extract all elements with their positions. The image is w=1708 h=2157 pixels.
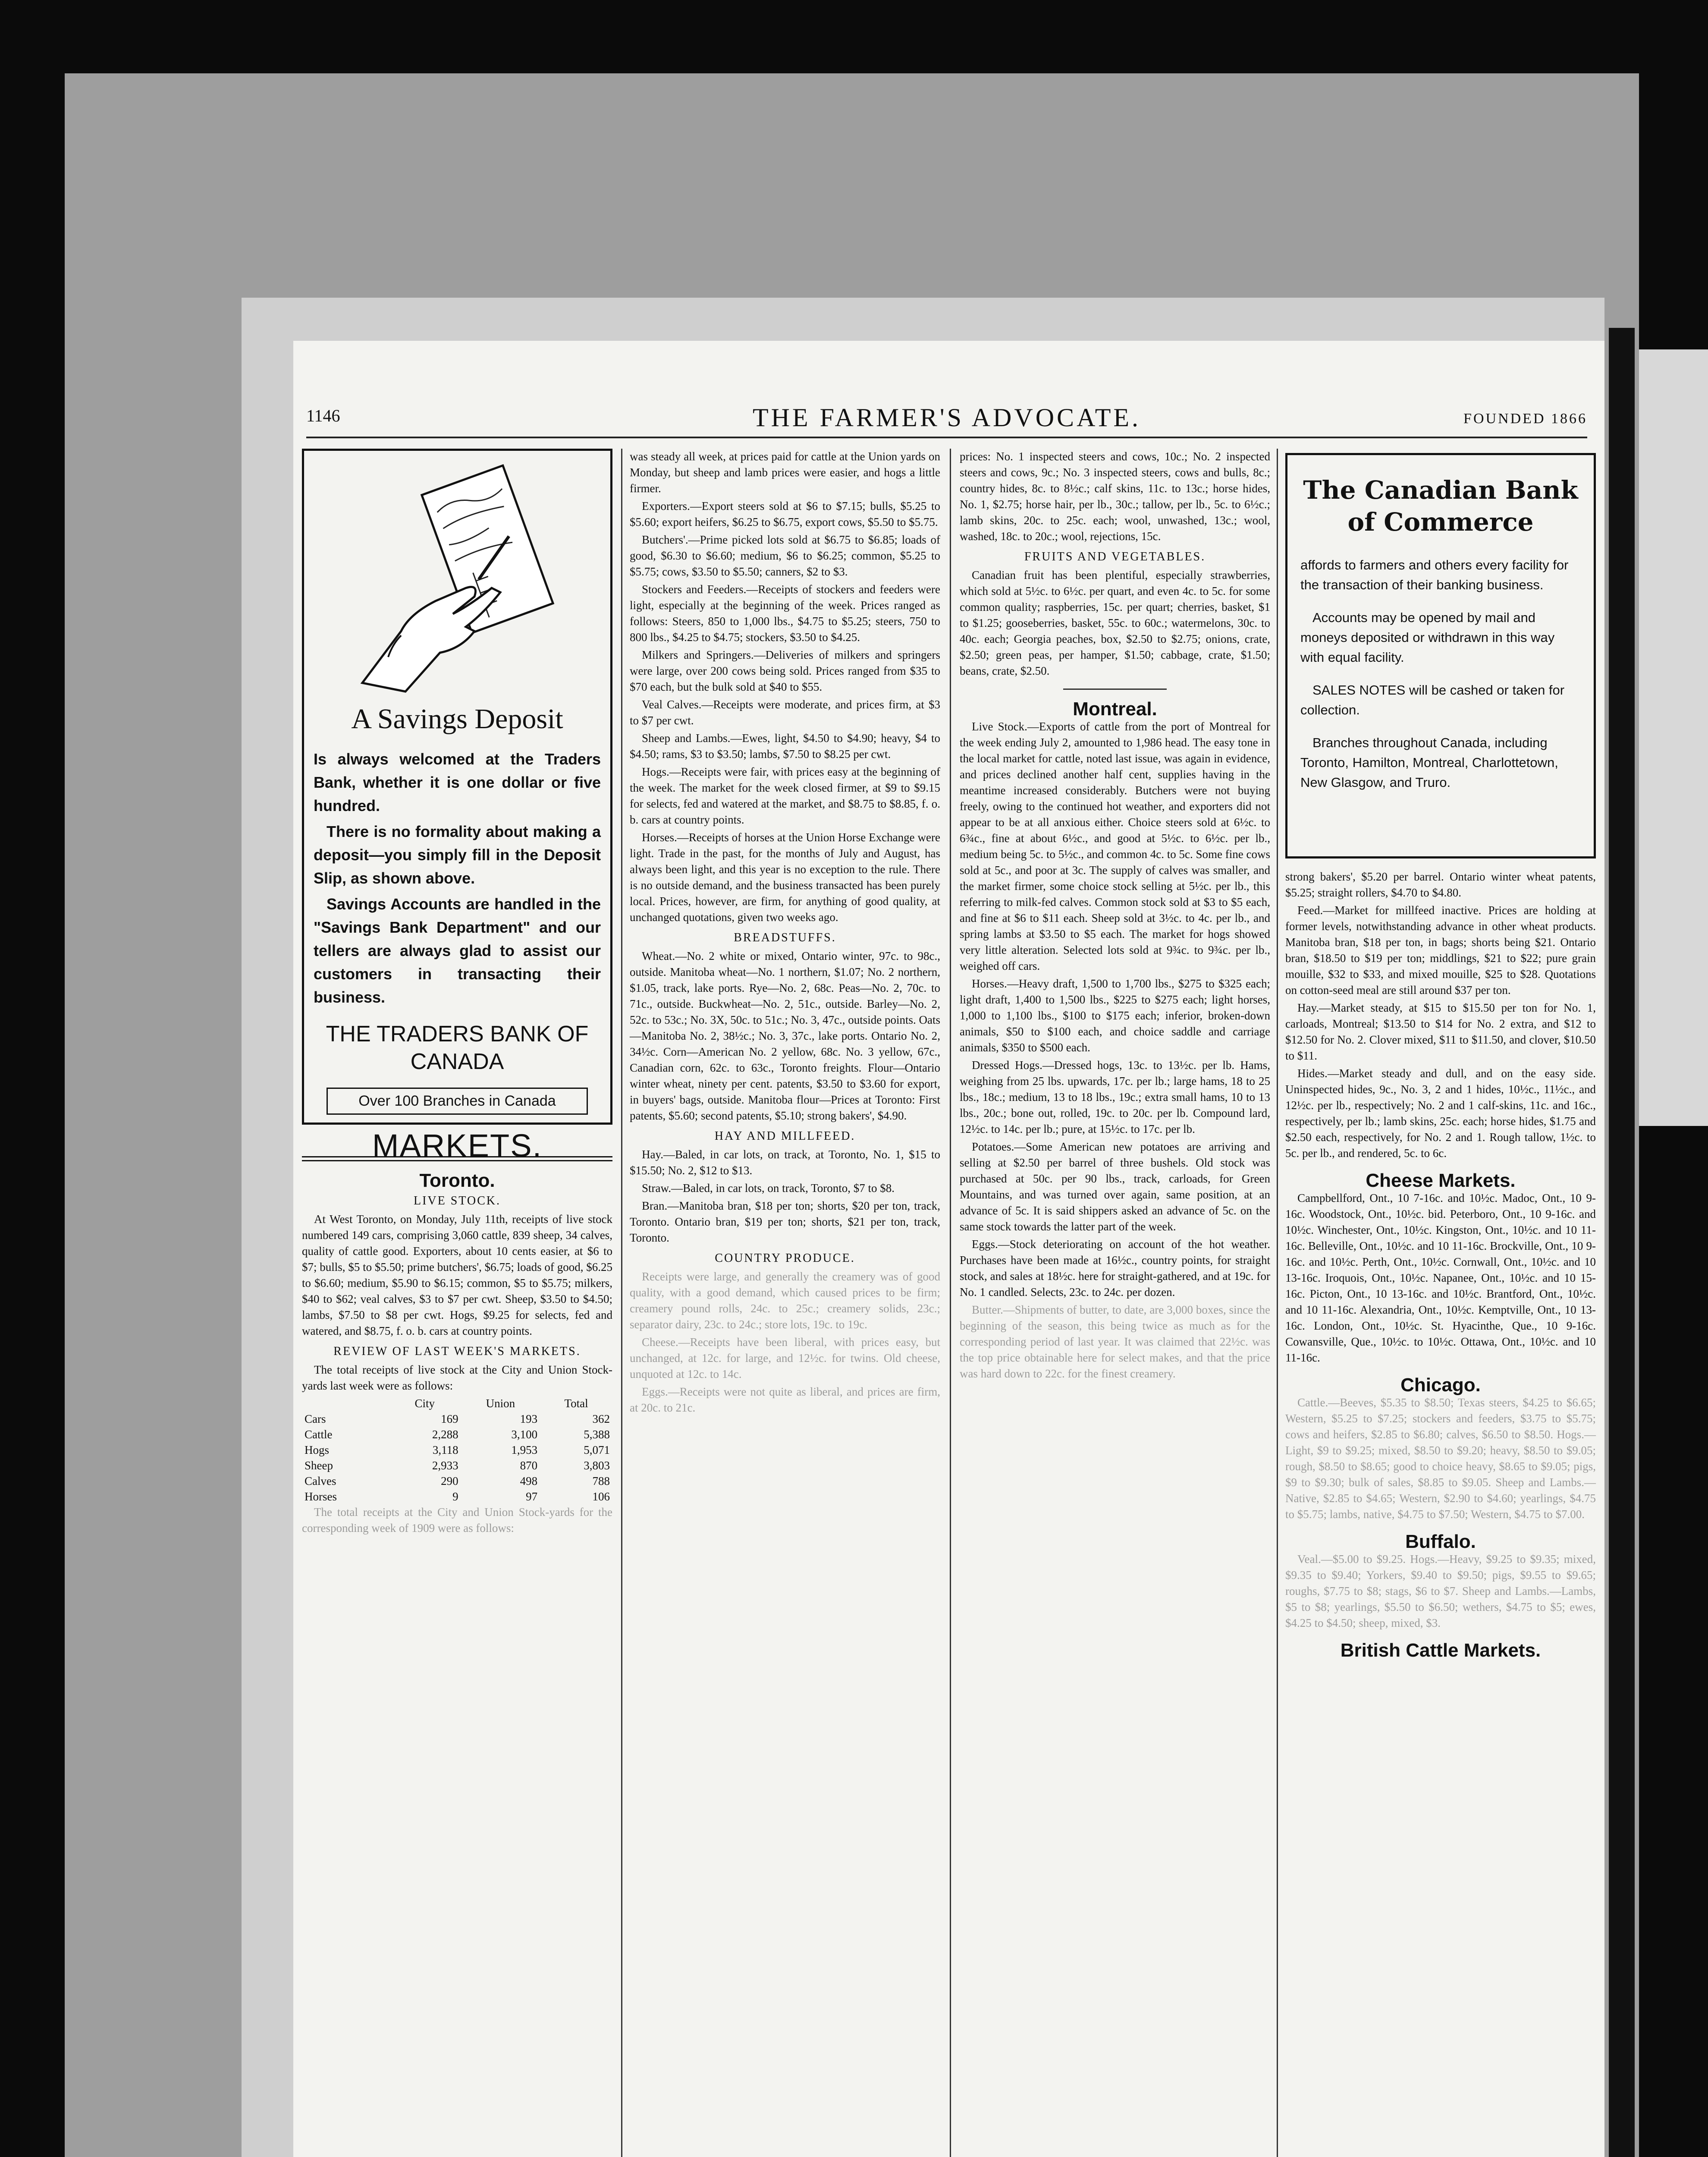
table-row [302, 1489, 612, 1504]
founded-line: FOUNDED 1866 [1463, 411, 1587, 427]
table-cell: Cars [305, 1412, 326, 1425]
table-cell: 290 [441, 1475, 458, 1487]
paragraph: Straw.—Baled, in car lots, on track, Toronto, $7 to $8. [642, 1182, 895, 1195]
table-cell: Horses [305, 1490, 337, 1503]
paragraph: Veal.—$5.00 to $9.25. Hogs.—Heavy, $9.25 to $9.35; mixed, $9.35 to $9.40; Yorkers, $9.40 to $9.50; pigs, $9.55 to $9.65; roughs, $7.75 to $8; stags, $6 to $7. Sheep and Lambs.—Lambs, $5 to $8; yearlings, $5.50 to $6.50; wethers, $4.75 to $5; ewes, $4.25 to $4.50; sheep, mixed, $3. [1285, 1553, 1596, 1629]
paragraph: Horses.—Heavy draft, 1,500 to 1,700 lbs., $275 to $325 each; light draft, 1,400 to 1,500 lbs., $225 to $275 each; light horses, 1,000 to 1,100 lbs., $100 to $175 each; inferior, broken-down animals, $50 to $100 each, and choice saddle and carriage animals, $350 to $500 each. [960, 977, 1270, 1054]
table-row [302, 1458, 612, 1473]
table-cell: 5,388 [584, 1428, 610, 1441]
buffalo-heading: Buffalo. [1405, 1531, 1476, 1552]
table-cell: 97 [526, 1490, 538, 1503]
table-cell: 5,071 [584, 1443, 610, 1456]
table2-intro: The total receipts at the City and Union Stock-yards for the corresponding week of 1909 were as follows: [302, 1506, 612, 1534]
ad-title: A Savings Deposit [351, 703, 563, 735]
review-intro: The total receipts of live stock at the City and Union Stock-yards last week were as follows: [302, 1363, 612, 1392]
paragraph: Campbellford, Ont., 10 7-16c. and 10½c. Madoc, Ont., 10 9-16c. Woodstock, Ont., 10½c. bid. Peterboro, Ont., 10 9-16c. and 10½c. Winchester, Ont., 10½c. Kingston, Ont., 10½c. and 10 11-16c. Belleville, Ont., 10½c. and 10 11-16c. Brockville, Ont., 10 9-16c. and 10½c. Perth, Ont., 10½c. Cornwall, Ont., 10½c. and 10 13-16c. Iroquois, Ont., 10½c. Napanee, Ont., 10½c. and 10 15-16c. Picton, Ont., 10 13-16c. and 10½c. Brantford, Ont., 10½c. and 10 11-16c. Alexandria, Ont., 10½c. Kemptville, Ont., 10 13-16c. London, Ont., 10½c. St. Hyacinthe, Que., 10 9-16c. Cowansville, Que., 10½c. to 10½c. Ottawa, Ont., 10½c. and 10 11-16c. [1285, 1192, 1596, 1364]
column-header: Total [564, 1397, 588, 1410]
table-row [302, 1473, 612, 1489]
page-number: 1146 [306, 406, 340, 425]
live-stock-subheading: LIVE STOCK. [413, 1194, 501, 1207]
table-cell: Cattle [305, 1428, 333, 1441]
paragraph: Feed.—Market for millfeed inactive. Prices are holding at former levels, notwithstanding advance in other wheat products. Manitoba bran, $18 per ton, in bags; shorts being $21. Ontario bran, $18.50 to $19 per ton; middlings, $21 to $22; pure grain mouille, $32 to $33, and mixed mouille, $25 to $28. Quotations on cotton-seed meal are still around $37 per ton. [1285, 904, 1596, 997]
table-cell: 2,933 [432, 1459, 458, 1472]
table-cell: 3,803 [584, 1459, 610, 1472]
table-row [302, 1442, 612, 1458]
column-rule [1277, 449, 1278, 2157]
ad-bank-name: THE TRADERS BANK OF CANADA [326, 1022, 589, 1074]
table-cell: 788 [592, 1475, 610, 1487]
traders-bank-ad [302, 449, 612, 1125]
table-cell: Hogs [305, 1443, 330, 1456]
paragraph: Butchers'.—Prime picked lots sold at $6.75 to $6.85; loads of good, $6.30 to $6.60; medium, $6 to $6.25; common, $5.25 to $5.75; cows, $3.50 to $5.50; canners, $2 to $3. [630, 533, 940, 578]
paragraph: Veal Calves.—Receipts were moderate, and prices firm, at $3 to $7 per cwt. [630, 698, 940, 727]
table-cell: 9 [452, 1490, 458, 1503]
column-rule [950, 449, 951, 2157]
paragraph: Bran.—Manitoba bran, $18 per ton; shorts, $20 per ton, track, Toronto. Ontario bran, $19 per ton; shorts, $21 per ton, track, Toronto. [630, 1199, 940, 1244]
paragraph: Stockers and Feeders.—Receipts of stockers and feeders were light, especially at the beginning of the week. Prices ranged as follows: Steers, 850 to 1,000 lbs., $4.75 to $5.25; steers, 750 to 800 lbs., $4.25 to $4.75; stockers, $3.50 to $4.25. [630, 583, 940, 644]
ad-body [314, 748, 601, 1009]
table-cell: Sheep [305, 1459, 333, 1472]
toronto-heading: Toronto. [419, 1170, 495, 1191]
header-rule [306, 437, 1587, 438]
newspaper-page [293, 341, 1604, 2157]
breadstuffs-text: Wheat.—No. 2 white or mixed, Ontario winter, 97c. to 98c., outside. Manitoba wheat—No. 1 northern, $1.07; No. 2 northern, $1.05, track, lake ports. Rye—No. 2, 68c. Peas—No. 2, 70c. to 71c., outside. Buckwheat—No. 2, 51c., outside. Barley—No. 2, 52c. to 53c.; No. 3X, 50c. to 51c.; No. 3, 47c., outside points. Oats—Manitoba No. 2, 38½c.; No. 3, 37c., lake ports. Ontario No. 2, 34½c. Corn—American No. 2 yellow, 68c. No. 3 yellow, 67c., Canadian corn, 62c. to 63c., Toronto freights. Flour—Ontario winter wheat, ninety per cent. patents, $3.50 to $3.60 for export, in buyers' bags, outside. Manitoba flour—Prices at Toronto: First patents, $5.60; second patents, $5.10; strong bakers', $4.90. [630, 950, 940, 1122]
column-header: Union [486, 1397, 515, 1410]
hay-heading: HAY AND MILLFEED. [714, 1129, 856, 1143]
table-cell: 3,100 [511, 1428, 538, 1441]
table-row [302, 1411, 612, 1427]
chicago-heading: Chicago. [1400, 1374, 1481, 1396]
bank-ad-paragraph: affords to farmers and others every facility for the transaction of their banking business. [1300, 557, 1569, 592]
facing-page-edge [1639, 349, 1708, 1126]
paragraph: Milkers and Springers.—Deliveries of milkers and springers were large, over 200 cows being sold. Prices ranged from $35 to $70 each, but the bulk sold at $40 to $55. [630, 648, 940, 693]
bank-ad-title: The Canadian Bank of Commerce [1303, 475, 1578, 537]
paragraph: Receipts were large, and generally the creamery was of good quality, with a good demand, which caused prices to be firm; creamery pound rolls, 24c. to 25c.; creamery solids, 23c.; separator dairy, 23c. to 24c.; store lots, 19c. to 19c. [630, 1270, 940, 1331]
table-cell: Calves [305, 1475, 336, 1487]
paragraph: Cheese.—Receipts have been liberal, with prices easy, but unchanged, at 12c. for large, and 12½c. for twins. Old cheese, unquoted at 12c. to 14c. [630, 1336, 940, 1380]
toronto-intro: At West Toronto, on Monday, July 11th, receipts of live stock numbered 149 cars, comprising 3,060 cattle, 839 sheep, 34 calves, quality of cattle good. Exporters, about 10 cents easier, at $6 to $7; bulls, $5 to $5.50; prime butchers', $6.75; loads of good, $6.25 to $6.60; medium, $5.90 to $6.15; common, $5 to $5.75; milkers, $40 to $62; veal calves, $3 to $7 per cwt. Sheep, $3.50 to $4.50; lambs, $7.50 to $8 per cwt. Hogs, $9.25 for selects, fed and watered, and $8.75, f. o. b. cars at country points. [302, 1213, 612, 1337]
table-row [302, 1427, 612, 1442]
paragraph: Hay.—Baled, in car lots, on track, at Toronto, No. 1, $15 to $15.50; No. 2, $12 to $13. [630, 1148, 940, 1177]
table-header-row [302, 1396, 612, 1411]
review-heading: REVIEW OF LAST WEEK'S MARKETS. [333, 1345, 581, 1358]
paragraph: Eggs.—Stock deteriorating on account of the hot weather. Purchases have been made at 16½c., country points, for straight stock, and sales at 18½c. here for straight-gathered, and at 19c. for No. 1 candled. Selects, 23c. to 24c. per dozen. [960, 1238, 1270, 1299]
ad-paragraph: Is always welcomed at the Traders Bank, whether it is one dollar or five hundred. [314, 750, 601, 814]
table-cell: 3,118 [432, 1443, 458, 1456]
table-cell: 193 [520, 1412, 538, 1425]
ad-paragraph: There is no formality about making a deposit—you simply fill in the Deposit Slip, as shown above. [314, 823, 601, 887]
page-header [306, 403, 1587, 432]
column-3 [960, 449, 1270, 1383]
masthead: THE FARMER'S ADVOCATE. [752, 403, 1141, 432]
table-cell: 1,953 [511, 1443, 538, 1456]
breadstuffs-heading: BREADSTUFFS. [734, 931, 836, 944]
bank-of-commerce-ad [1285, 453, 1596, 858]
british-cattle-heading: British Cattle Markets. [1340, 1640, 1541, 1661]
cheese-markets-heading: Cheese Markets. [1366, 1170, 1516, 1191]
country-produce-heading: COUNTRY PRODUCE. [715, 1251, 855, 1265]
table-cell: 870 [520, 1459, 538, 1472]
markets-heading: MARKETS. [372, 1128, 543, 1163]
fruits-text: Canadian fruit has been plentiful, especially strawberries, which sold at 5½c. to 6½c. per quart, and even 4c. to 5c. for some common quality; raspberries, 15c. per quart; cherries, basket, $1 to $1.25; gooseberries, basket, 55c. to 60c.; watermelons, 30c. to 40c. each; Georgia peaches, box, $2.50 to $2.75; onions, crate, $2.50; green peas, per hamper, $1.50; cabbage, crate, $1.50; beans, crate, $2.50. [960, 569, 1270, 677]
table-cell: 106 [592, 1490, 610, 1503]
column-header [302, 1396, 389, 1411]
montreal-heading: Montreal. [1073, 698, 1157, 720]
hand-writing-deposit-slip-illustration [314, 459, 601, 700]
bank-ad-paragraph: Accounts may be opened by mail and moneys deposited or withdrawn in this way with equal facility. [1300, 610, 1555, 665]
column-rule [621, 449, 622, 2157]
paragraph: Hay.—Market steady, at $15 to $15.50 per ton for No. 1, carloads, Montreal; $13.50 to $14 for No. 2 extra, and $12 to $12.50 for No. 2. Clover mixed, $11 to $11.50, and clover, $10.50 to $11. [1285, 1001, 1596, 1062]
paragraph: Hogs.—Receipts were fair, with prices easy at the beginning of the week. The market for the week closed firmer, at $9 to $9.15 for selects, fed and watered at the market, and $8.75 to $8.85, f. o. b. cars at country points. [630, 765, 940, 826]
paragraph: Live Stock.—Exports of cattle from the port of Montreal for the week ending July 2, amounted to 1,986 head. The easy tone in the local market for cattle, noted last issue, was again in evidence, and prices declined another half cent, supplies having in the meantime increased considerably. Butchers were not buying freely, owing to the continued hot weather, and exporters did not appear to be at all anxious either. Choice steers sold at 6½c. to 6¾c., fine at about 6½c., and good at 5½c. to 6½c. per lb., medium being 5c. to 5½c., and common 4c. to 5c. Some fine cows sold at 5c., and poor at 3c. The supply of calves was smaller, and the market firmer, some choice stock selling at 5½c. per lb., this referring to milk-fed calves. Common stock sold at $3 to $5 each, and fine at $6 to $11 each. Sheep sold at 3½c. to 4c. per lb., and spring lambs at $3.50 to $5 each. The market for hogs showed very little alteration. Selected lots sold at 9¾c. to 9¾c. per lb., weighed off cars. [960, 720, 1270, 972]
paragraph: prices: No. 1 inspected steers and cows, 10c.; No. 2 inspected steers and cows, 9c.; No. 3 inspected steers, cows and bulls, 8c.; country hides, 8c. to 8½c.; calf skins, 11c. to 13c.; horse hides, No. 1, $2.75; horse hair, per lb., 30c.; tallow, per lb., 5c. to 6½c.; lamb skins, 20c. to 25c. each; wool, unwashed, 13c.; wool, washed, 18c. to 20c.; wool, rejections, 15c. [960, 450, 1270, 543]
ad-branches-box: Over 100 Branches in Canada [327, 1088, 587, 1115]
table-cell: 362 [592, 1412, 610, 1425]
column-4 [1285, 449, 1596, 1660]
column-header: City [414, 1397, 435, 1410]
paragraph: Sheep and Lambs.—Ewes, light, $4.50 to $4.90; heavy, $4 to $4.50; rams, $3 to $3.50; lambs, $7.50 to $8.25 per cwt. [630, 732, 940, 761]
paragraph: Dressed Hogs.—Dressed hogs, 13c. to 13½c. per lb. Hams, weighing from 25 lbs. upwards, 17c. per lb.; large hams, 18 to 25 lbs., 18c.; medium, 13 to 18 lbs., 19c.; extra small hams, 10 to 13 lbs., 20c.; bone out, rolled, 19c. to 20c. per lb. Compound lard, 12½c. to 14c. per lb.; pure, at 15½c. to 17c. per lb. [960, 1059, 1270, 1135]
paragraph: strong bakers', $5.20 per barrel. Ontario winter wheat patents, $5.25; straight rollers, $4.70 to $4.80. [1285, 870, 1596, 899]
bank-ad-paragraph: SALES NOTES will be cashed or taken for collection. [1300, 682, 1565, 717]
paragraph: Cattle.—Beeves, $5.35 to $8.50; Texas steers, $4.25 to $6.65; Western, $5.25 to $7.25; stockers and feeders, $3.75 to $5.75; cows and heifers, $2.85 to $6.80; calves, $6.50 to $8.50. Hogs.—Light, $9 to $9.25; mixed, $8.50 to $9.20; heavy, $8.50 to $9.05; rough, $8.50 to $8.65; good to choice heavy, $8.65 to $9.05; pigs, $9 to $9.30; bulk of sales, $8.85 to $9.05. Sheep and Lambs.—Native, $2.85 to $4.65; Western, $2.90 to $4.60; yearlings, $4.75 to $5.75; lambs, native, $4.75 to $7.50; Western, $4.75 to $7.00. [1285, 1396, 1596, 1521]
table-cell: 2,288 [432, 1428, 458, 1441]
receipts-table [302, 1396, 612, 1504]
paragraph: was steady all week, at prices paid for cattle at the Union yards on Monday, but sheep and lamb prices were easier, and hogs a little firmer. [630, 450, 940, 495]
bank-ad-paragraph: Branches throughout Canada, including Toronto, Hamilton, Montreal, Charlottetown, New Glasgow, and Truro. [1300, 735, 1558, 790]
book-spine [1609, 328, 1635, 2157]
ad-paragraph: Savings Accounts are handled in the "Savings Bank Department" and our tellers are always glad to assist our customers in transacting their business. [314, 895, 601, 1006]
paragraph: Exporters.—Export steers sold at $6 to $7.15; bulls, $5.25 to $5.60; export heifers, $6.25 to $6.75, export cows, $5.50 to $5.75. [630, 500, 940, 528]
table-cell: 498 [520, 1475, 538, 1487]
paragraph: Horses.—Receipts of horses at the Union Horse Exchange were light. Trade in the past, for the months of July and August, has always been light, and this year is no exception to the rule. There is no outside demand, and the business transacted has been purely local. Prices, however, are firm, for anything of good quality, at unchanged quotations, given two weeks ago. [630, 831, 940, 924]
section-rule [1063, 689, 1167, 690]
paragraph: Eggs.—Receipts were not quite as liberal, and prices are firm, at 20c. to 21c. [630, 1385, 940, 1414]
column-1 [302, 449, 612, 1538]
paragraph: Potatoes.—Some American new potatoes are arriving and selling at $2.50 per barrel of three bushels. Old stock was purchased at 50c. per 90 lbs., track, carloads, for Green Mountains, and was turned over again, same position, at an advance of 5c. It is said shippers asked an advance of 5c. on the same stock towards the latter part of the week. [960, 1140, 1270, 1233]
paragraph: Hides.—Market steady and dull, and on the easy side. Uninspected hides, 9c., No. 3, 2 and 1 hides, 10½c., 11½c., and 12½c. per lb., respectively; No. 2 and 1 calf-skins, 11c. and 16c., respectively, per lb.; lamb skins, 25c. each; horse hides, $1.75 and $2.50 each, respectively, for No. 2 and 1. Rough tallow, 1½c. to 5c. per lb., and rendered, 5c. to 6c. [1285, 1067, 1596, 1160]
fruits-heading: FRUITS AND VEGETABLES. [1024, 550, 1206, 563]
paragraph: Butter.—Shipments of butter, to date, are 3,000 boxes, since the beginning of the season, this being twice as much as for the corresponding period of last year. It was claimed that 22½c. was the top price obtainable here for select makes, and that the price was hard down to 22c. for the finest creamery. [960, 1303, 1270, 1380]
column-2 [630, 449, 940, 1418]
table-cell: 169 [441, 1412, 458, 1425]
